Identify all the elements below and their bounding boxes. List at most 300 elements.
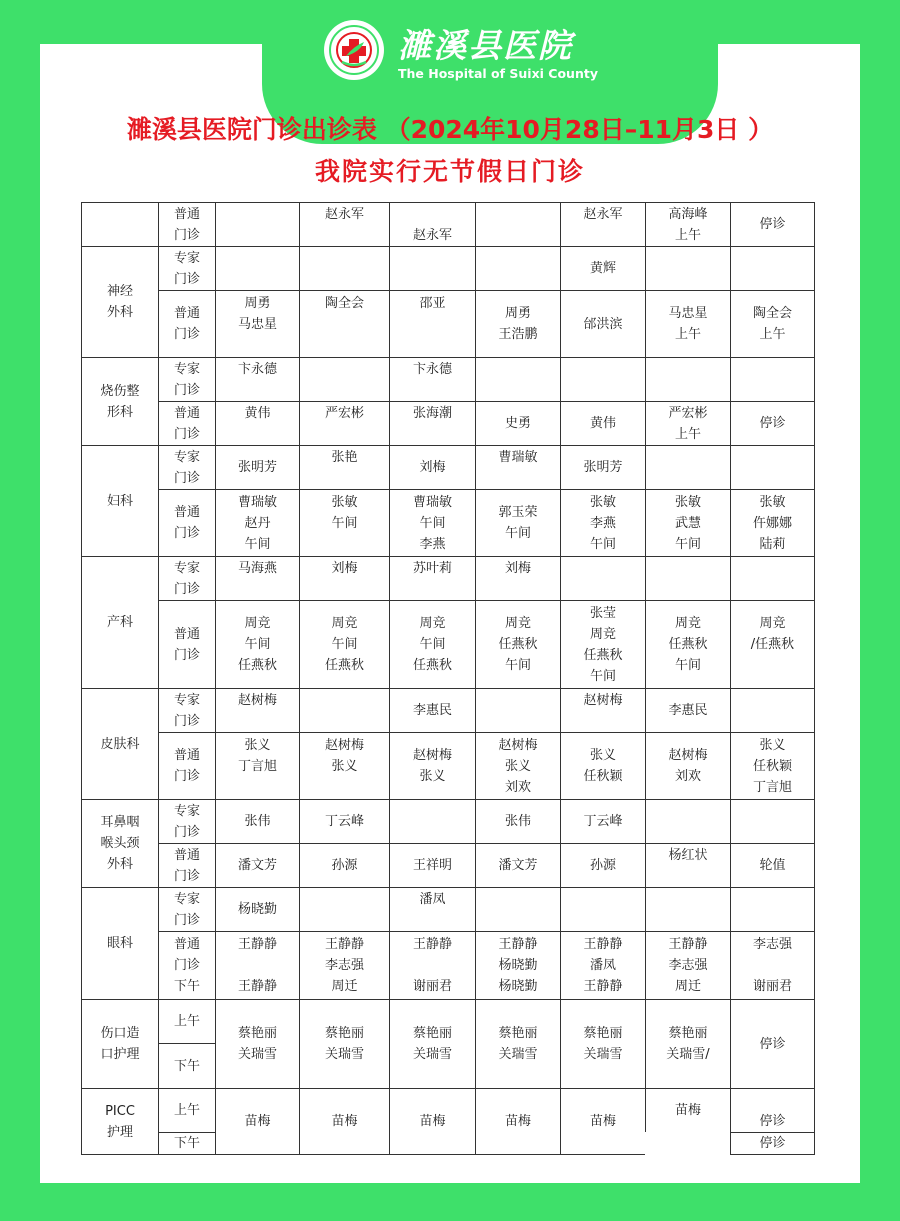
clinic-type-label (158, 489, 215, 556)
cell-line: 关瑞雪/ (666, 1047, 710, 1062)
cell-line: 王祥明 (412, 858, 452, 873)
hospital-name-cn: 濉溪县医院 (398, 26, 573, 65)
cell-line: 郭玉荣 (498, 505, 538, 520)
cell-line: 王静静 (324, 937, 364, 952)
cell-line: 李志强 (668, 958, 708, 973)
cell-line: 护理 (106, 1124, 133, 1140)
cell-line: 张伟 (244, 814, 271, 829)
cell-line: 普通 (173, 937, 200, 952)
cell-line: 李燕 (419, 536, 446, 552)
cell-line: 赵树梅 (237, 693, 277, 708)
schedule-cell (299, 246, 389, 290)
cell-line: 任秋颖 (583, 769, 623, 784)
cell-line: 张义 (244, 737, 271, 753)
schedule-cell (560, 202, 645, 246)
cell-line: 李惠民 (668, 703, 708, 718)
schedule-cell (299, 489, 389, 556)
cell-line: 李志强 (324, 958, 364, 973)
schedule-cell (730, 843, 815, 887)
schedule-cell (389, 357, 475, 401)
cell-line: 王静静 (583, 979, 623, 994)
schedule-cell (645, 1088, 730, 1132)
cell-line: 普通 (173, 405, 200, 421)
clinic-type-label (158, 931, 215, 999)
cell-line: 周竞 (759, 616, 786, 631)
cell-line: 任燕秋 (237, 658, 277, 673)
cell-line: 丁言旭 (237, 758, 277, 774)
schedule-cell (475, 401, 560, 445)
cell-line: 口护理 (100, 1047, 140, 1062)
cell-line: 潘文芳 (237, 858, 277, 873)
cell-line: 杨晓勤 (237, 902, 277, 917)
cell-line: 赵树梅 (412, 748, 452, 763)
cell-line: 马忠星 (237, 316, 277, 332)
clinic-type-label (158, 887, 215, 931)
hospital-name-en: The Hospital of Suixi County (398, 66, 598, 81)
schedule-cell (560, 246, 645, 290)
cell-line: 刘梅 (419, 460, 446, 475)
cell-line: 午间 (244, 637, 271, 652)
schedule-cell (645, 202, 730, 246)
cell-line: 周竞 (419, 616, 446, 631)
cell-line: 蔡艳丽 (498, 1026, 538, 1041)
clinic-type-label (158, 732, 215, 799)
cell-line: 周勇 (244, 295, 271, 311)
cell-line: 蔡艳丽 (583, 1026, 623, 1041)
cell-line: 周迁 (331, 979, 358, 994)
schedule-cell (389, 688, 475, 732)
cell-line: 门诊 (173, 824, 200, 840)
cell-line: 外科 (106, 305, 133, 320)
cell-line: 张义 (504, 758, 531, 774)
schedule-cell (389, 556, 475, 600)
schedule-cell (215, 887, 299, 931)
schedule-cell (215, 732, 299, 799)
cell-line: 门诊 (173, 581, 200, 597)
clinic-type-label (158, 1043, 215, 1088)
clinic-type-label (158, 556, 215, 600)
schedule-cell (730, 887, 815, 931)
cell-line: 严宏彬 (324, 406, 364, 421)
cell-line: 苏叶莉 (412, 561, 452, 576)
schedule-cell (645, 999, 730, 1088)
department-label (81, 887, 158, 999)
cell-line: 张敏 (759, 494, 786, 510)
cell-line: 张敏 (589, 494, 616, 510)
cell-line: 关瑞雪 (324, 1047, 364, 1062)
schedule-cell (389, 799, 475, 843)
schedule-cell (299, 931, 389, 999)
cell-line: 黄伟 (244, 406, 271, 421)
cell-line: 门诊 (173, 526, 200, 541)
cell-line: 专家 (173, 449, 200, 465)
clinic-type-label (158, 799, 215, 843)
schedule-cell (389, 489, 475, 556)
schedule-cell (475, 999, 560, 1088)
schedule-cell (730, 1132, 815, 1155)
cell-line: 杨红状 (668, 848, 708, 863)
cell-line: 周竞 (331, 616, 358, 631)
cell-line: 门诊 (173, 227, 200, 243)
cell-line: 关瑞雪 (498, 1047, 538, 1062)
cell-line: 赵丹 (244, 515, 271, 531)
cell-line: 张艳 (331, 449, 358, 465)
cell-line: 伤口造 (100, 1026, 140, 1041)
cell-line: 周竞 (589, 626, 616, 642)
cell-line: 专家 (173, 250, 200, 266)
schedule-cell (389, 931, 475, 999)
department-label (81, 357, 158, 445)
cell-line: 门诊 (173, 470, 200, 486)
clinic-type-label (158, 202, 215, 246)
schedule-cell (389, 600, 475, 688)
schedule-cell (215, 489, 299, 556)
schedule-cell (730, 290, 815, 357)
cell-line: 周竞 (674, 616, 701, 631)
schedule-cell (475, 688, 560, 732)
cell-line: 门诊 (173, 382, 200, 398)
clinic-type-label (158, 688, 215, 732)
schedule-cell (389, 887, 475, 931)
cell-line: 王静静 (498, 937, 538, 952)
schedule-cell (560, 357, 645, 401)
cell-line: 王静静 (237, 937, 277, 952)
cell-line: 张伟 (504, 814, 531, 829)
cell-line: 蔡艳丽 (668, 1026, 708, 1041)
cell-line: 仵娜娜 (752, 515, 792, 531)
cell-line: 曹瑞敏 (237, 494, 277, 510)
cell-line: 张明芳 (237, 460, 277, 475)
cell-line: 停诊 (759, 1114, 786, 1129)
cell-line: 丁云峰 (324, 814, 364, 829)
cell-line: 停诊 (759, 1136, 786, 1151)
cell-line: 关瑞雪 (412, 1047, 452, 1062)
schedule-cell (215, 688, 299, 732)
cell-line: 赵永军 (324, 207, 364, 222)
cell-line: 普通 (173, 505, 200, 520)
schedule-cell (299, 843, 389, 887)
schedule-cell (215, 290, 299, 357)
cell-line: 赵树梅 (583, 693, 623, 708)
cell-line: 马海燕 (237, 561, 277, 576)
cell-line: 丁云峰 (583, 814, 623, 829)
schedule-cell (560, 401, 645, 445)
cell-line: 上午 (674, 227, 701, 243)
cell-line: 喉头颈 (100, 836, 140, 851)
cell-line: 苗梅 (244, 1114, 271, 1129)
cell-line: 门诊 (173, 868, 200, 884)
schedule-cell (389, 445, 475, 489)
cell-line: 李志强 (752, 937, 792, 952)
schedule-cell (560, 688, 645, 732)
schedule-cell (560, 290, 645, 357)
cell-line: 杨晓勤 (498, 958, 538, 973)
cell-line: 王浩鹏 (498, 327, 538, 342)
cell-line: 上午 (173, 1103, 200, 1118)
cell-line: 专家 (173, 560, 200, 576)
schedule-cell (215, 799, 299, 843)
cell-line: 耳鼻咽 (100, 815, 140, 830)
cell-line: 周竞 (244, 616, 271, 631)
cell-line: 张敏 (674, 494, 701, 510)
schedule-cell (730, 401, 815, 445)
cell-line: 赵永军 (412, 227, 452, 243)
cell-line: 午间 (504, 526, 531, 541)
schedule-cell (389, 246, 475, 290)
schedule-cell (645, 489, 730, 556)
cell-line: 专家 (173, 692, 200, 708)
cell-line: 孙源 (331, 858, 358, 873)
schedule-cell (730, 357, 815, 401)
schedule-cell (730, 445, 815, 489)
schedule-cell (560, 999, 645, 1088)
cell-line: 潘文芳 (498, 858, 538, 873)
cell-line: 王静静 (412, 937, 452, 952)
schedule-cell (730, 732, 815, 799)
schedule-cell (299, 887, 389, 931)
cell-line: 孙源 (589, 858, 616, 873)
schedule-cell (560, 600, 645, 688)
cell-line: 停诊 (759, 1036, 786, 1052)
cell-line: 停诊 (759, 416, 786, 431)
schedule-cell (560, 799, 645, 843)
schedule-cell (215, 445, 299, 489)
cell-line: 邰洪滨 (583, 316, 623, 332)
cell-line: 门诊 (173, 769, 200, 784)
schedule-cell (299, 202, 389, 246)
cell-line: 任秋颖 (752, 758, 792, 774)
schedule-cell (475, 290, 560, 357)
cell-line: 张敏 (331, 494, 358, 510)
cell-line: 任燕秋 (412, 658, 452, 673)
cell-line: 普通 (173, 847, 200, 863)
cell-line: 停诊 (759, 217, 786, 232)
cell-line: 任燕秋 (583, 647, 623, 663)
schedule-cell (475, 843, 560, 887)
schedule-cell (645, 843, 730, 887)
cell-line: 轮值 (759, 858, 786, 873)
cell-line: 任燕秋 (668, 637, 708, 652)
cell-line: 普通 (173, 748, 200, 763)
department-label (81, 688, 158, 799)
cell-line: 刘梅 (504, 561, 531, 576)
cell-line: 下午 (173, 1136, 200, 1151)
cell-line: 下午 (173, 1058, 200, 1074)
cell-line: 门诊 (173, 647, 200, 663)
cell-line: 张海潮 (412, 406, 452, 421)
schedule-cell (730, 600, 815, 688)
cell-line: 午间 (331, 515, 358, 531)
cell-line: 赵树梅 (324, 737, 364, 753)
schedule-cell (560, 732, 645, 799)
cell-line: 赵永军 (583, 207, 623, 222)
schedule-cell (389, 290, 475, 357)
schedule-cell (560, 1088, 645, 1155)
schedule-cell (730, 999, 815, 1088)
schedule-cell (730, 799, 815, 843)
cell-line: 上午 (674, 327, 701, 342)
schedule-cell (730, 556, 815, 600)
clinic-type-label (158, 600, 215, 688)
cell-line: 专家 (173, 361, 200, 377)
schedule-cell (215, 246, 299, 290)
department-label (81, 445, 158, 556)
clinic-type-label (158, 843, 215, 887)
schedule-cell (299, 556, 389, 600)
cell-line: 王静静 (583, 937, 623, 952)
schedule-cell (560, 556, 645, 600)
page-subtitle: 我院实行无节假日门诊 (314, 157, 585, 186)
cell-line: 午间 (504, 658, 531, 673)
schedule-cell (475, 357, 560, 401)
clinic-type-label (158, 357, 215, 401)
cell-line: 上午 (674, 426, 701, 442)
department-label (81, 799, 158, 887)
clinic-type-label (158, 401, 215, 445)
cell-line: 黄伟 (589, 416, 616, 431)
cell-line: 史勇 (504, 416, 531, 431)
schedule-cell (299, 999, 389, 1088)
cell-line: 苗梅 (674, 1103, 701, 1118)
cell-line: 蔡艳丽 (412, 1026, 452, 1041)
department-label (81, 556, 158, 688)
schedule-cell (215, 401, 299, 445)
schedule-cell (560, 887, 645, 931)
schedule-cell (475, 556, 560, 600)
cell-line: 产科 (106, 615, 133, 630)
schedule-cell (215, 600, 299, 688)
cell-line: 关瑞雪 (583, 1047, 623, 1062)
schedule-cell (475, 887, 560, 931)
cell-line: 午间 (589, 536, 616, 552)
schedule-cell (560, 931, 645, 999)
cell-line: 刘梅 (331, 561, 358, 576)
cell-line: 周竞 (504, 616, 531, 631)
cell-line: 专家 (173, 803, 200, 819)
schedule-cell (215, 202, 299, 246)
cell-line: 曹瑞敏 (412, 494, 452, 510)
schedule-cell (645, 887, 730, 931)
cell-line: 陆莉 (759, 536, 786, 552)
cell-line: 张义 (331, 758, 358, 774)
schedule-cell (475, 202, 560, 246)
cell-line: PICC (105, 1103, 135, 1119)
cell-line: 刘欢 (504, 779, 531, 795)
cell-line: 形科 (106, 404, 133, 420)
cell-line: 陶全会 (752, 306, 792, 321)
schedule-cell (560, 489, 645, 556)
department-label (81, 246, 158, 357)
schedule-cell (215, 357, 299, 401)
cell-line: 赵树梅 (498, 737, 538, 753)
schedule-cell (645, 246, 730, 290)
schedule-cell (645, 401, 730, 445)
cell-line: 张义 (419, 769, 446, 784)
schedule-cell (299, 688, 389, 732)
schedule-cell (215, 556, 299, 600)
cell-line: 专家 (173, 891, 200, 907)
cell-line: 丁言旭 (752, 779, 792, 795)
schedule-cell (475, 246, 560, 290)
schedule-cell (215, 999, 299, 1088)
cell-line: 苗梅 (504, 1114, 531, 1129)
cell-line: 潘凤 (589, 958, 616, 973)
schedule-cell (389, 1088, 475, 1155)
cell-line: 外科 (106, 857, 133, 872)
cell-line: 门诊 (173, 327, 200, 342)
cell-line: 下午 (173, 979, 200, 994)
cell-line: 皮肤科 (100, 736, 140, 752)
schedule-cell (730, 931, 815, 999)
cell-line: 周勇 (504, 306, 531, 321)
schedule-cell (475, 600, 560, 688)
cell-line: 陶全会 (324, 295, 364, 311)
page-title: 濉溪县医院门诊出诊表 （2024年10月28日–11月3日 ） (126, 115, 774, 144)
schedule-cell (299, 445, 389, 489)
schedule-cell (389, 843, 475, 887)
cell-line: 烧伤整 (100, 383, 140, 399)
schedule-cell (475, 445, 560, 489)
schedule-cell (215, 931, 299, 999)
schedule-cell (475, 732, 560, 799)
cell-line: 杨晓勤 (498, 979, 538, 994)
cell-line: 午间 (244, 536, 271, 552)
cell-line: 午间 (419, 637, 446, 652)
schedule-cell (475, 489, 560, 556)
cell-line: 王静静 (668, 937, 708, 952)
cell-line: 李惠民 (412, 703, 452, 718)
schedule-cell (560, 445, 645, 489)
cell-line: 武慧 (674, 515, 701, 531)
cell-line: 门诊 (173, 912, 200, 928)
schedule-cell (645, 445, 730, 489)
schedule-cell (645, 357, 730, 401)
cell-line: 任燕秋 (324, 658, 364, 673)
schedule-cell (645, 600, 730, 688)
clinic-type-label (158, 999, 215, 1043)
clinic-type-label (158, 445, 215, 489)
schedule-cell (730, 688, 815, 732)
schedule-cell (645, 290, 730, 357)
cell-line: 张义 (759, 737, 786, 753)
clinic-type-label (158, 1088, 215, 1132)
cell-line: 蔡艳丽 (237, 1026, 277, 1041)
cell-line: 门诊 (173, 271, 200, 287)
schedule-cell (299, 799, 389, 843)
schedule-cell (475, 799, 560, 843)
schedule-cell (299, 600, 389, 688)
schedule-cell (299, 401, 389, 445)
cell-line: 赵树梅 (668, 748, 708, 763)
cell-line: 高海峰 (668, 206, 708, 222)
department-label (81, 1088, 158, 1155)
cell-line: 妇科 (106, 493, 133, 509)
schedule-cell (645, 556, 730, 600)
cell-line: 普通 (173, 306, 200, 321)
cell-line: 午间 (419, 515, 446, 531)
cell-line: 邵亚 (419, 295, 446, 311)
cell-line: 李燕 (589, 515, 616, 531)
schedule-cell (389, 999, 475, 1088)
cell-line: 苗梅 (419, 1114, 446, 1129)
cell-line: 张明芳 (583, 460, 623, 475)
cell-line: 谢丽君 (412, 979, 452, 994)
schedule-cell (475, 1088, 560, 1155)
schedule-cell (645, 931, 730, 999)
cell-line: 严宏彬 (668, 405, 708, 421)
schedule-cell (560, 843, 645, 887)
cell-line: 苗梅 (589, 1114, 616, 1129)
